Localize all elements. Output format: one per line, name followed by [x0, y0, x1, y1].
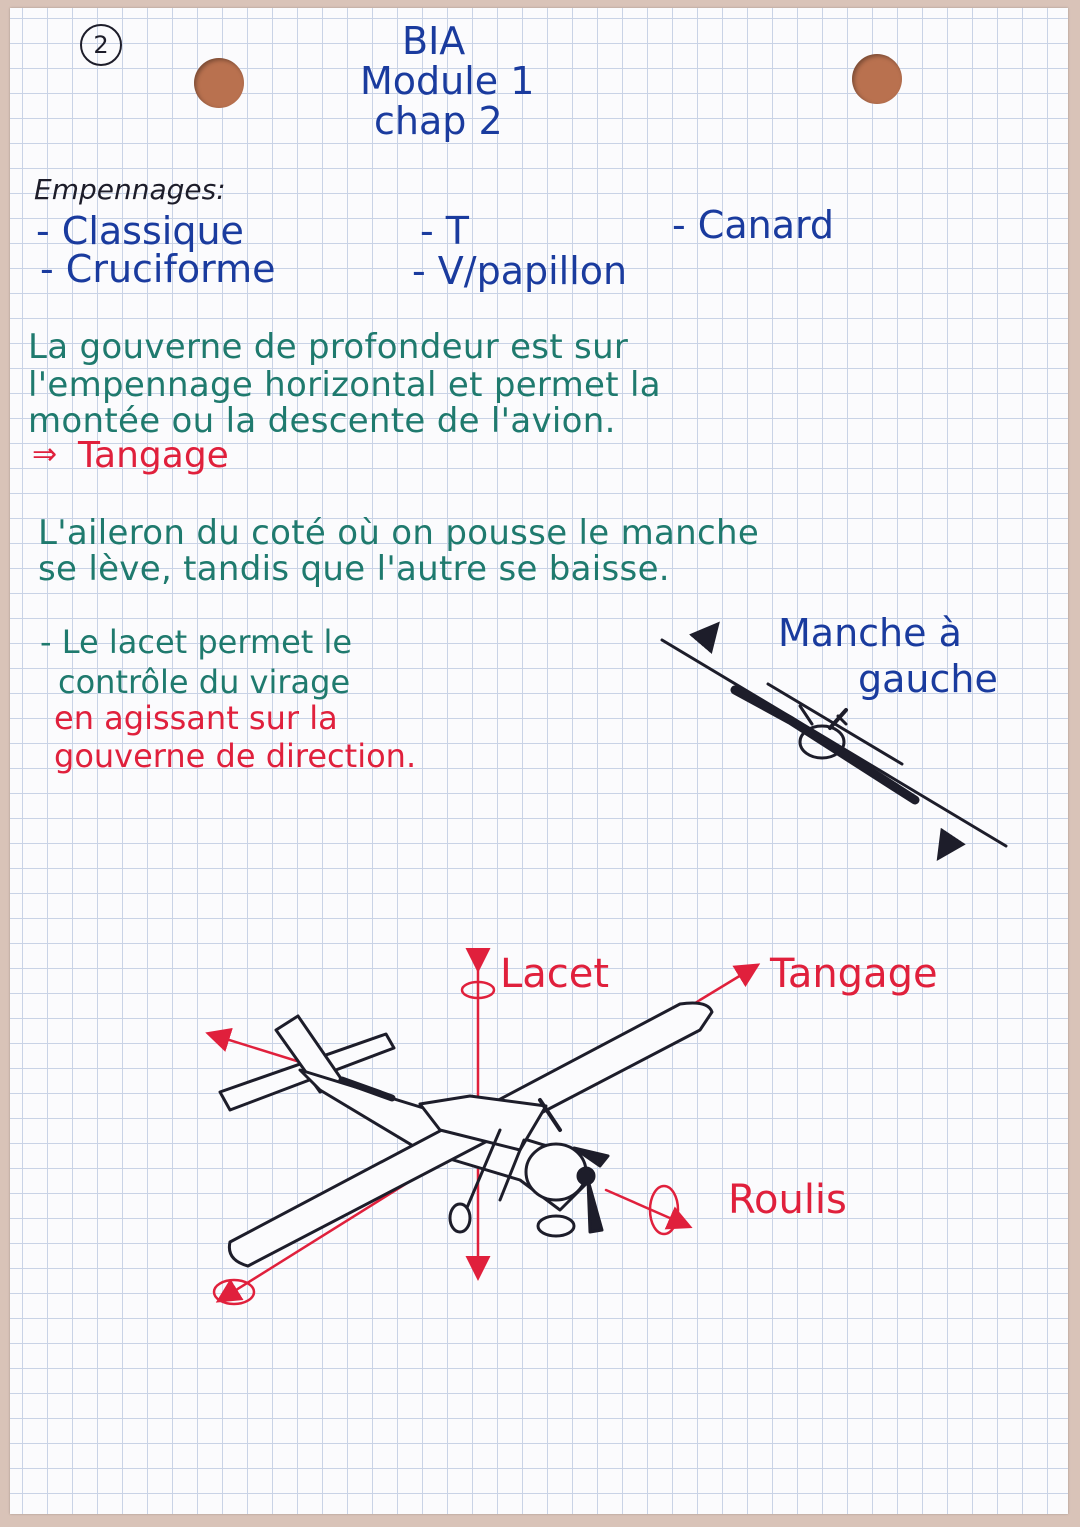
lacet-label: Lacet	[500, 951, 610, 997]
profondeur-line-3: montée ou la descente de l'avion.	[28, 401, 616, 441]
page-number: 2	[80, 24, 122, 66]
lacet-line-2: contrôle du virage	[58, 663, 351, 701]
aileron-line-2: se lève, tandis que l'autre se baisse.	[38, 549, 670, 589]
empennage-classique: - Classique	[36, 209, 244, 253]
profondeur-line-2: l'empennage horizontal et permet la	[28, 365, 661, 405]
manche-label-line-1: Manche à	[778, 611, 962, 655]
lacet-line-3: en agissant sur la	[54, 699, 338, 737]
empennage-cruciforme: - Cruciforme	[40, 247, 276, 291]
title-line-3: chap 2	[374, 99, 503, 143]
lacet-line-1: - Le lacet permet le	[40, 623, 353, 661]
aileron-sketch-icon	[662, 626, 1006, 856]
aileron-line-1: L'aileron du coté où on pousse le manche	[38, 513, 760, 553]
empennage-canard: - Canard	[672, 203, 835, 247]
manche-label-line-2: gauche	[858, 657, 998, 701]
implication-arrow-icon: ⇒	[32, 437, 58, 472]
roulis-label: Roulis	[728, 1177, 847, 1223]
airplane-drawing-icon	[210, 966, 756, 1304]
empennages-heading: Empennages:	[34, 173, 226, 206]
profondeur-line-1: La gouverne de profondeur est sur	[28, 327, 629, 367]
empennage-t: - T	[420, 209, 470, 253]
profondeur-conclusion: Tangage	[78, 435, 229, 476]
title-line-2: Module 1	[360, 59, 535, 103]
lacet-line-4: gouverne de direction.	[54, 737, 417, 775]
tangage-label: Tangage	[770, 951, 938, 997]
empennage-v-papillon: - V/papillon	[412, 249, 628, 293]
title-line-1: BIA	[402, 19, 466, 63]
